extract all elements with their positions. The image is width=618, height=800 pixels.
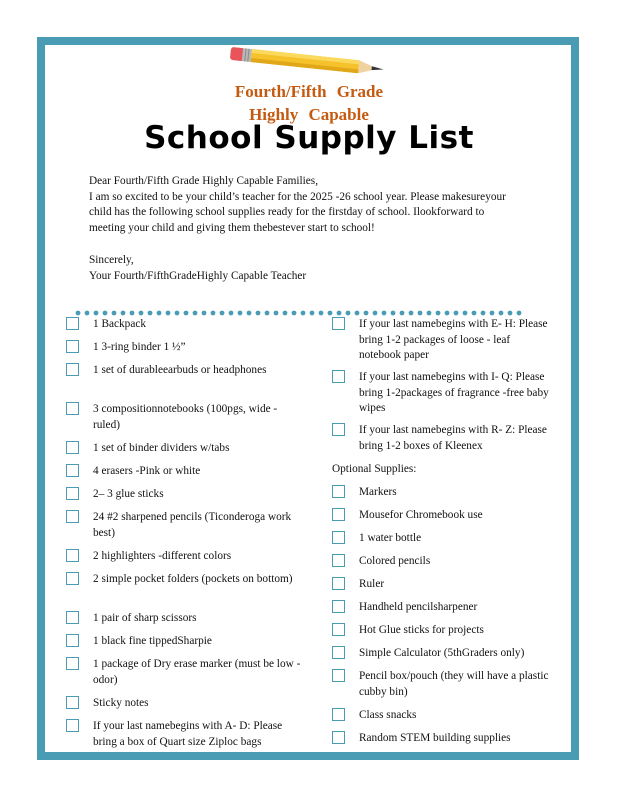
list-item[interactable] <box>66 363 301 402</box>
list-item[interactable] <box>332 423 552 462</box>
divider-dot <box>355 311 360 316</box>
divider-dot <box>139 311 144 316</box>
page-title: School Supply List <box>144 120 474 156</box>
checkbox-icon[interactable] <box>66 719 79 732</box>
list-item[interactable] <box>332 317 552 370</box>
list-item[interactable] <box>66 317 301 340</box>
divider-dot <box>409 311 414 316</box>
checkbox-icon[interactable] <box>332 508 345 521</box>
checkbox-icon[interactable] <box>66 549 79 562</box>
list-item[interactable] <box>66 402 301 441</box>
checkbox-icon[interactable] <box>66 441 79 454</box>
checkbox-icon[interactable] <box>332 708 345 721</box>
checkbox-icon[interactable] <box>66 402 79 415</box>
supply-list-right <box>332 317 552 754</box>
divider-dot <box>211 311 216 316</box>
item-label: Hot Glue sticks for projects <box>359 624 484 636</box>
divider-dot <box>337 311 342 316</box>
item-label: Pencil box/pouch (they will have a plastic cubby bin) <box>359 670 549 698</box>
item-label: If your last namebegins with A- D: Please bring a box of Quart size Ziploc bags <box>93 720 283 748</box>
subtitle-program: Highly Capable <box>249 105 369 124</box>
divider-dot <box>220 311 225 316</box>
divider-dot <box>193 311 198 316</box>
divider-dot <box>103 311 108 316</box>
item-label: Simple Calculator (5thGraders only) <box>359 647 525 659</box>
divider-dot <box>427 311 432 316</box>
list-item[interactable] <box>66 549 301 572</box>
divider-dot <box>481 311 486 316</box>
divider-dot <box>454 311 459 316</box>
checkbox-icon[interactable] <box>332 485 345 498</box>
list-item[interactable] <box>66 572 301 611</box>
divider-dot <box>346 311 351 316</box>
divider-dot <box>148 311 153 316</box>
divider-dot <box>166 311 171 316</box>
item-label: 2 simple pocket folders (pockets on bottom) <box>93 573 293 585</box>
list-item[interactable] <box>332 731 552 754</box>
divider-dot <box>301 311 306 316</box>
divider-dot <box>436 311 441 316</box>
pencil-icon <box>228 47 388 77</box>
list-item[interactable] <box>66 510 301 549</box>
item-label: Ruler <box>359 578 385 590</box>
subtitle-grade: Fourth/Fifth Grade <box>234 82 384 101</box>
item-label: If your last namebegins with E- H: Please bring 1-2 packages of loose - leaf notebook paper <box>359 318 548 362</box>
list-item[interactable] <box>332 669 552 708</box>
divider-dot <box>121 311 126 316</box>
list-item[interactable] <box>66 464 301 487</box>
list-item[interactable] <box>332 531 552 554</box>
list-item[interactable] <box>66 657 301 696</box>
divider-dot <box>373 311 378 316</box>
item-label: 1 water bottle <box>359 532 422 544</box>
letter <box>89 174 521 284</box>
checkbox-icon[interactable] <box>66 340 79 353</box>
divider-dot <box>85 311 90 316</box>
checkbox-icon[interactable] <box>332 554 345 567</box>
divider-dot <box>112 311 117 316</box>
checkbox-icon[interactable] <box>332 731 345 744</box>
item-label: 1 Backpack <box>93 318 147 330</box>
list-item[interactable] <box>332 708 552 731</box>
checkbox-icon[interactable] <box>332 646 345 659</box>
divider-dot <box>445 311 450 316</box>
checkbox-icon[interactable] <box>66 696 79 709</box>
divider-dot <box>364 311 369 316</box>
divider-dot <box>175 311 180 316</box>
divider-dot <box>490 311 495 316</box>
item-label: 3 compositionnotebooks (100pgs, wide -ruled) <box>93 403 278 431</box>
list-item[interactable] <box>66 340 301 363</box>
list-item[interactable] <box>332 577 552 600</box>
checkbox-icon[interactable] <box>66 487 79 500</box>
letter-signature: Your Fourth/FifthGradeHighly Capable Teacher <box>89 269 307 282</box>
checkbox-icon[interactable] <box>66 510 79 523</box>
list-item[interactable] <box>332 508 552 531</box>
divider-dot <box>391 311 396 316</box>
item-label: Mousefor Chromebook use <box>359 509 483 521</box>
list-item[interactable] <box>332 554 552 577</box>
divider-dot <box>319 311 324 316</box>
item-label: If your last namebegins with R- Z: Please bring 1-2 boxes of Kleenex <box>359 424 547 452</box>
checkbox-icon[interactable] <box>332 600 345 613</box>
checkbox-icon[interactable] <box>66 572 79 585</box>
divider-dot <box>508 311 513 316</box>
checkbox-icon[interactable] <box>332 370 345 383</box>
divider-dot <box>184 311 189 316</box>
checkbox-icon[interactable] <box>332 623 345 636</box>
checkbox-icon[interactable] <box>332 317 345 330</box>
list-item[interactable] <box>332 623 552 646</box>
item-label: Handheld pencilsharpener <box>359 601 478 613</box>
letter-closing: Sincerely, <box>89 253 134 266</box>
checkbox-icon[interactable] <box>332 423 345 436</box>
item-label: 2 highlighters -different colors <box>93 550 232 562</box>
checkbox-icon[interactable] <box>66 464 79 477</box>
item-label: 24 #2 sharpened pencils (Ticonderoga work best) <box>93 511 292 539</box>
divider-dot <box>157 311 162 316</box>
item-label: If your last namebegins with I- Q: Please bring 1-2packages of fragrance -free baby wipes <box>359 371 549 415</box>
divider-dot <box>499 311 504 316</box>
divider-dot <box>292 311 297 316</box>
item-label: Class snacks <box>359 709 417 721</box>
item-label: Sticky notes <box>93 697 149 709</box>
item-label: 1 set of binder dividers w/tabs <box>93 442 230 454</box>
list-item[interactable] <box>332 646 552 669</box>
checkbox-icon[interactable] <box>332 577 345 590</box>
divider-dot <box>418 311 423 316</box>
divider-dot <box>328 311 333 316</box>
divider-dot <box>400 311 405 316</box>
divider-dot <box>130 311 135 316</box>
list-item[interactable] <box>66 441 301 464</box>
item-label: 1 pair of sharp scissors <box>93 612 197 624</box>
list-item[interactable] <box>66 634 301 657</box>
divider-dot <box>76 311 81 316</box>
list-item[interactable] <box>332 600 552 623</box>
item-label: 1 black fine tippedSharpie <box>93 635 212 647</box>
checkbox-icon[interactable] <box>332 669 345 682</box>
item-label: Random STEM building supplies <box>359 732 511 744</box>
divider-dot <box>463 311 468 316</box>
divider-dot <box>310 311 315 316</box>
divider-dot <box>517 311 522 316</box>
checkbox-icon[interactable] <box>66 657 79 670</box>
optional-supplies-heading: Optional Supplies: <box>332 463 417 475</box>
dotted-divider <box>75 310 523 316</box>
divider-dot <box>265 311 270 316</box>
divider-dot <box>202 311 207 316</box>
divider-dot <box>283 311 288 316</box>
divider-dot <box>94 311 99 316</box>
divider-dot <box>274 311 279 316</box>
divider-dot <box>382 311 387 316</box>
list-item[interactable] <box>66 487 301 510</box>
checkbox-icon[interactable] <box>66 317 79 330</box>
item-label: 1 set of durableearbuds or headphones <box>93 364 267 376</box>
divider-dot <box>256 311 261 316</box>
supply-list-left <box>66 317 301 767</box>
divider-dot <box>472 311 477 316</box>
item-label: 2– 3 glue sticks <box>93 488 164 500</box>
checkbox-icon[interactable] <box>66 634 79 647</box>
divider-dot <box>247 311 252 316</box>
list-item[interactable] <box>66 696 301 719</box>
item-label: 1 3-ring binder 1 ½” <box>93 341 186 353</box>
divider-dot <box>238 311 243 316</box>
checkbox-icon[interactable] <box>66 611 79 624</box>
list-item[interactable] <box>66 719 301 767</box>
list-item[interactable] <box>332 370 552 423</box>
letter-body: I am so excited to be your child’s teacher for the 2025 -26 school year. Please makesureyour child has the following school supplies ready for the firstday of school. Ilookforward to meeting your child and giving them thebestever start to school! <box>89 190 506 235</box>
checkbox-icon[interactable] <box>66 363 79 376</box>
divider-dot <box>229 311 234 316</box>
checkbox-icon[interactable] <box>332 531 345 544</box>
item-label: Markers <box>359 486 397 498</box>
letter-greeting: Dear Fourth/Fifth Grade Highly Capable Families, <box>89 175 319 187</box>
list-item[interactable] <box>66 611 301 634</box>
item-label: Colored pencils <box>359 555 431 567</box>
list-item[interactable] <box>332 485 552 508</box>
item-label: 4 erasers -Pink or white <box>93 465 201 477</box>
item-label: 1 package of Dry erase marker (must be low -odor) <box>93 658 301 686</box>
